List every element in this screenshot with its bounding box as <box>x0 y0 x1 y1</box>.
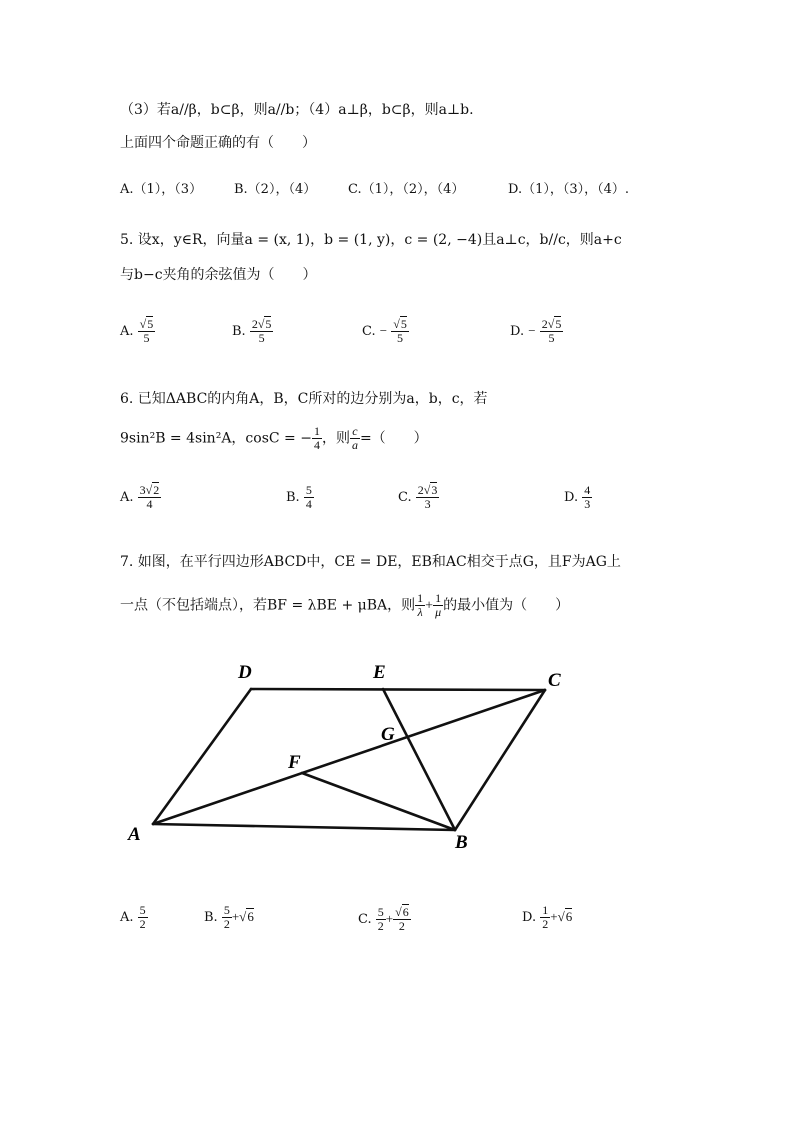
q5-option-a[interactable] <box>120 318 155 345</box>
edge-cb <box>455 690 545 830</box>
q6-option-b[interactable] <box>286 484 314 511</box>
q5-option-d[interactable] <box>510 318 563 345</box>
option-label: A. <box>120 910 134 925</box>
q4-option-d[interactable]: D.（1），（3），（4）. <box>508 182 630 197</box>
q7-option-c[interactable]: C. $\frac{5}{2}$ + $\frac{√6}{2}$ <box>358 905 409 933</box>
option-sign: − <box>379 323 388 338</box>
option-label: A. <box>120 324 134 339</box>
option-label: B. <box>286 490 300 505</box>
option-label: B. <box>232 324 246 339</box>
option-fraction: $\frac{4}{3}$ <box>584 483 591 511</box>
option-fraction: $\frac{2√3}{3}$ <box>417 483 438 511</box>
q4-option-c[interactable]: C.（1），（2），（4） <box>348 182 465 197</box>
q4-statements-line: （3）若a//β，b⊂β，则a//b；（4）a⊥β，b⊂β，则a⊥b. <box>120 102 474 118</box>
q5-option-c[interactable] <box>362 318 409 345</box>
q5-stem-line1: 5. 设x，y∈R，向量a = (x, 1)，b = (1, y)，c = (2, −4)且a⊥c，b//c，则a+c <box>120 232 622 248</box>
q6-option-d[interactable] <box>564 484 592 511</box>
option-fraction: $\frac{√5}{5}$ <box>393 317 407 345</box>
q4-option-a[interactable]: A.（1），（3） <box>120 182 203 197</box>
option-fraction: $\frac{1}{2}$ <box>542 903 549 931</box>
option-label: A. <box>120 490 134 505</box>
q7-option-b[interactable]: B. $\frac{5}{2}$ +√6 <box>204 903 254 931</box>
q5-option-b[interactable] <box>232 318 273 345</box>
option-fraction: $\frac{5}{2}$ <box>139 903 146 931</box>
label-e: E <box>373 662 386 683</box>
label-g: G <box>381 724 395 745</box>
label-a: A <box>128 824 141 845</box>
label-b: B <box>455 832 468 853</box>
option-fraction: $\frac{2√5}{5}$ <box>251 317 272 345</box>
option-fraction: $\frac{5}{4}$ <box>305 483 312 511</box>
q7-option-a[interactable] <box>120 904 148 931</box>
option-label: C. <box>398 490 412 505</box>
segment-fb <box>302 773 455 830</box>
q6-option-c[interactable] <box>398 484 439 511</box>
label-d: D <box>238 662 252 683</box>
segment-eb <box>383 689 455 830</box>
option-fraction: $\frac{2√5}{5}$ <box>541 317 562 345</box>
edge-dc <box>251 689 545 690</box>
q7-stem-line2: 一点（不包括端点），若BF = λBE + μBA，则 $\frac{1}{\lambda}$ + $\frac{1}{\mu}$ 的最小值为（ ） <box>120 591 570 619</box>
option-fraction: $\frac{√5}{5}$ <box>139 317 154 345</box>
q7-option-d[interactable]: D. $\frac{1}{2}$ +√6 <box>522 903 573 931</box>
option-label: B. <box>204 910 218 925</box>
option-fraction: $\frac{5}{2}$ <box>223 903 230 931</box>
label-c: C <box>548 670 561 691</box>
q5-stem-line2: 与b−c夹角的余弦值为（ ） <box>120 267 317 283</box>
q6-stem-line1: 6. 已知ΔABC的内角A，B，C所对的边分别为a，b，c，若 <box>120 391 488 407</box>
label-f: F <box>288 752 301 773</box>
q4-option-b[interactable]: B.（2），（4） <box>234 182 317 197</box>
edge-ba <box>153 824 455 830</box>
option-label: D. <box>510 324 525 339</box>
option-sign: − <box>528 323 536 338</box>
q7-stem-line1: 7. 如图，在平行四边形ABCD中，CE = DE，EB和AC相交于点G，且F为AG上 <box>120 554 621 570</box>
q4-prompt-line: 上面四个命题正确的有（ ） <box>120 135 316 151</box>
option-fraction: $\frac{3√2}{4}$ <box>139 483 160 511</box>
option-label: C. <box>362 324 376 339</box>
option-label: D. <box>522 910 537 925</box>
option-label: C. <box>358 912 372 927</box>
option-label: D. <box>564 490 579 505</box>
q6-option-a[interactable] <box>120 484 161 511</box>
diagonal-ac <box>153 690 545 824</box>
q6-stem-line2: 9sin²B = 4sin²A，cosC = − $\frac{1}{4}$ ，则 $\frac{c}{a}$ =（ ） <box>120 424 428 452</box>
edge-ad <box>153 689 251 824</box>
option-fraction: $\frac{5}{2}$ <box>377 905 384 933</box>
